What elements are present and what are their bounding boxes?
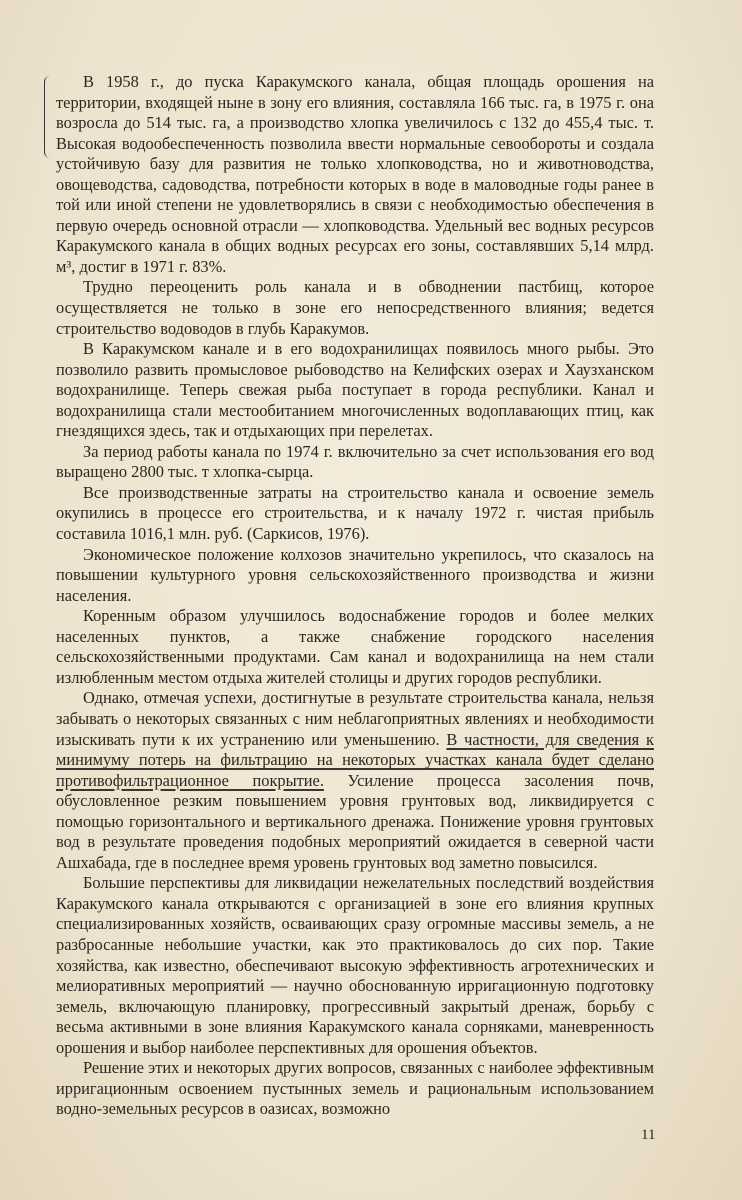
- paragraph-4: За период работы канала по 1974 г. включительно за счет использования его вод выращено 2800 тыс. т хлопка-сырца.: [56, 441, 654, 482]
- paragraph-8-end: Усиление процесса засоления почв, обусловленное резким повышением уровня грунтовых вод, ликвидируется с помощью горизонтального и вертикального дренажа. Понижение уровня грунтовых вод в результате проведения подобных мероприятий ожидается в северной части Ашхабада, где в последнее время уровень грунтовых вод заметно повысился.: [56, 770, 654, 872]
- paragraph-8: [56, 688, 654, 873]
- paragraph-1: В 1958 г., до пуска Каракумского канала, общая площадь орошения на территории, входящей ныне в зону его влияния, составляла 166 тыс. га, в 1975 г. она возросла до 514 тыс. га, а производство хлопка увеличилось с 132 до 455,4 тыс. т. Высокая водообеспеченность позволила ввести нормальные севообороты и создала устойчивую базу для развития не только хлопководства, но и животноводства, овощеводства, садоводства, потребности которых в воде в маловодные годы ранее в той или иной степени не удовлетворялись в связи с необходимостью обеспечения в первую очередь основной отрасли — хлопководства. Удельный вес водных ресурсов Каракумского канала в общих водных ресурсах его зоны, составлявших 5,14 млрд. м³, достиг в 1971 г. 83%.: [56, 72, 654, 276]
- page-number: 11: [641, 1127, 656, 1143]
- paragraph-2: Трудно переоценить роль канала и в обводнении пастбищ, которое осуществляется не только в зоне его непосредственного влияния; ведется строительство водоводов в глубь Каракумов.: [56, 277, 654, 338]
- paragraph-8-start: Однако, отмечая успехи, достигнутые в результате строительства канала, нельзя забывать о некоторых связанных с ним неблагоприятных явлениях и необходимости изыскивать пути к их устранению или уменьшению.: [56, 688, 654, 749]
- paragraph-10: Решение этих и некоторых других вопросов, связанных с наиболее эффективным ирригационным освоением пустынных земель и рациональным использованием водно-земельных ресурсов в оазисах, возможно: [56, 1058, 654, 1119]
- margin-bracket-mark: [44, 76, 53, 158]
- body-text: [56, 72, 654, 1120]
- paragraph-3: В Каракумском канале и в его водохранилищах появилось много рыбы. Это позволило развить промысловое рыбоводство на Келифских озерах и Хаузханском водохранилище. Теперь свежая рыба поступает в города республики. Канал и водохранилища стали местообитанием многочисленных водоплавающих птиц, как гнездящихся здесь, так и отдыхающих при перелетах.: [56, 339, 654, 441]
- paragraph-5: Все производственные затраты на строительство канала и освоение земель окупились в процессе его строительства, и к началу 1972 г. чистая прибыль составила 1016,1 млн. руб. (Саркисов, 1976).: [56, 482, 654, 544]
- paragraph-6: Экономическое положение колхозов значительно укрепилось, что сказалось на повышении культурного уровня сельскохозяйственного производства и жизни населения.: [56, 544, 654, 605]
- underlined-passage: В частности, для сведения к минимуму потерь на фильтрацию на некоторых участках канала будет сделано противофильтрационное покрытие.: [56, 729, 654, 790]
- paragraph-9: Большие перспективы для ликвидации нежелательных последствий воздействия Каракумского канала открываются с организацией в зоне его влияния крупных специализированных хозяйств, осваивающих сразу огромные массивы земель, а не разбросанные небольшие участки, как это практиковалось до сих пор. Такие хозяйства, как известно, обеспечивают высокую эффективность агротехнических и мелиоративных мероприятий — научно обоснованную ирригационную подготовку земель, включающую планировку, прогрессивный закрытый дренаж, борьбу с весьма активными в зоне влияния Каракумского канала сорняками, маневренность орошения и выбор наиболее перспективных для орошения объектов.: [56, 873, 654, 1057]
- paragraph-7: Коренным образом улучшилось водоснабжение городов и более мелких населенных пунктов, а также снабжение городского населения сельскохозяйственными продуктами. Сам канал и водохранилища на нем стали излюбленным местом отдыха жителей столицы и других городов республики.: [56, 606, 654, 687]
